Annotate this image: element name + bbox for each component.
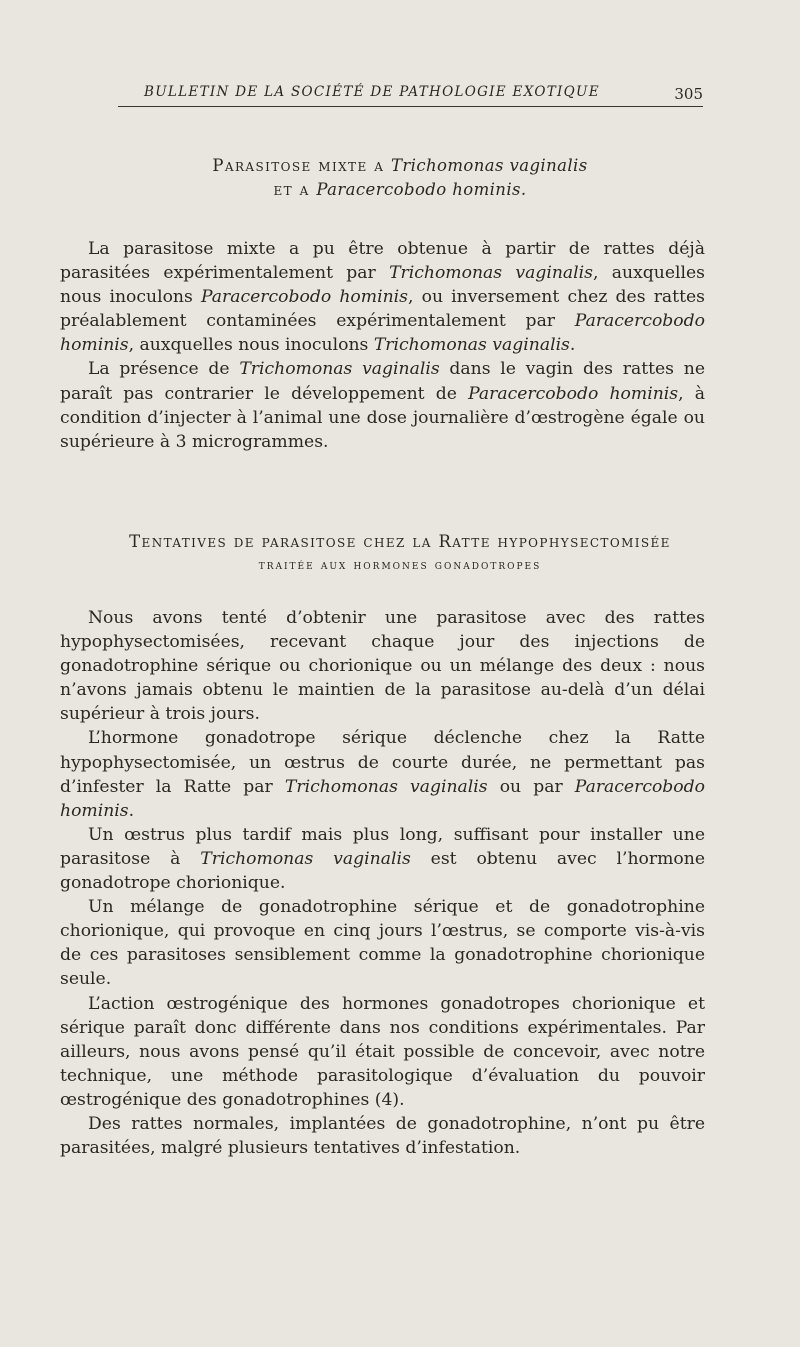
- journal-title: BULLETIN DE LA SOCIÉTÉ DE PATHOLOGIE EXOTIQUE: [144, 84, 600, 100]
- section-title-hypophysectomized-rat: [60, 530, 740, 578]
- section-2-body: [60, 606, 705, 1160]
- running-header: [118, 84, 703, 107]
- paragraph: L’action œstrogénique des hormones gonadotropes chorionique et sérique paraît donc différente dans nos conditions expérimentales. Par ailleurs, nous avons pensé qu’il était possible de concevoir, avec notre technique, une méthode parasitologique d’évaluation du pouvoir œstrogénique des gonadotrophines (4).: [60, 993, 705, 1110]
- paragraph: Un mélange de gonadotrophine sérique et de gonadotrophine chorionique, qui provoque en cinq jours l’œstrus, se comporte vis-à-vis de ces parasitoses sensiblement comme la gonadotrophine chorionique seule.: [60, 897, 705, 990]
- paragraph: Un œstrus plus tardif mais plus long, suffisant pour installer une parasitose à Trichomonas vaginalis est obtenu avec l’hormone gonadotrope chorionique.: [60, 824, 706, 894]
- paragraph: L’hormone gonadotrope sérique déclenche chez la Ratte hypophysectomisée, un œstrus de courte durée, ne permettant pas d’infester la Ratte par Trichomonas vaginalis ou par Paracercobodo hominis.: [60, 728, 705, 821]
- section-title-line-1: Tentatives de parasitose chez la Ratte hypophysectomisée: [129, 532, 671, 551]
- section-title-line-2: traitée aux hormones gonadotropes: [258, 558, 542, 573]
- paragraph: Nous avons tenté d’obtenir une parasitose avec des rattes hypophysectomisées, recevant chaque jour des injections de gonadotrophine sérique ou chorionique ou un mélange des deux : nous n’avons jamais obtenu le maintien de la parasitose au-delà d’un délai supérieur à trois jours.: [60, 608, 705, 725]
- section-title-line-1: Parasitose mixte a Trichomonas vaginalis: [212, 156, 588, 175]
- paragraph: La parasitose mixte a pu être obtenue à partir de rattes déjà parasitées expérimentalement par Trichomonas vaginalis, auxquelles nous inoculons Paracercobodo hominis, ou inversement chez des rattes préalablement contaminées expérimentalement par Paracercobodo hominis, auxquelles nous inoculons Trichomonas vaginalis.: [60, 239, 706, 356]
- paragraph: Des rattes normales, implantées de gonadotrophine, n’ont pu être parasitées, malgré plusieurs tentatives d’infestation.: [60, 1113, 705, 1159]
- section-title-mixed-parasitosis: [60, 154, 740, 202]
- paragraph: La présence de Trichomonas vaginalis dans le vagin des rattes ne paraît pas contrarier le développement de Paracercobodo hominis, à condition d’injecter à l’animal une dose journalière d’œstrogène égale ou supérieure à 3 microgrammes.: [60, 359, 705, 452]
- page-number: 305: [674, 85, 703, 103]
- section-title-line-2: et a Paracercobodo hominis.: [273, 180, 527, 199]
- section-1-body: [60, 237, 705, 454]
